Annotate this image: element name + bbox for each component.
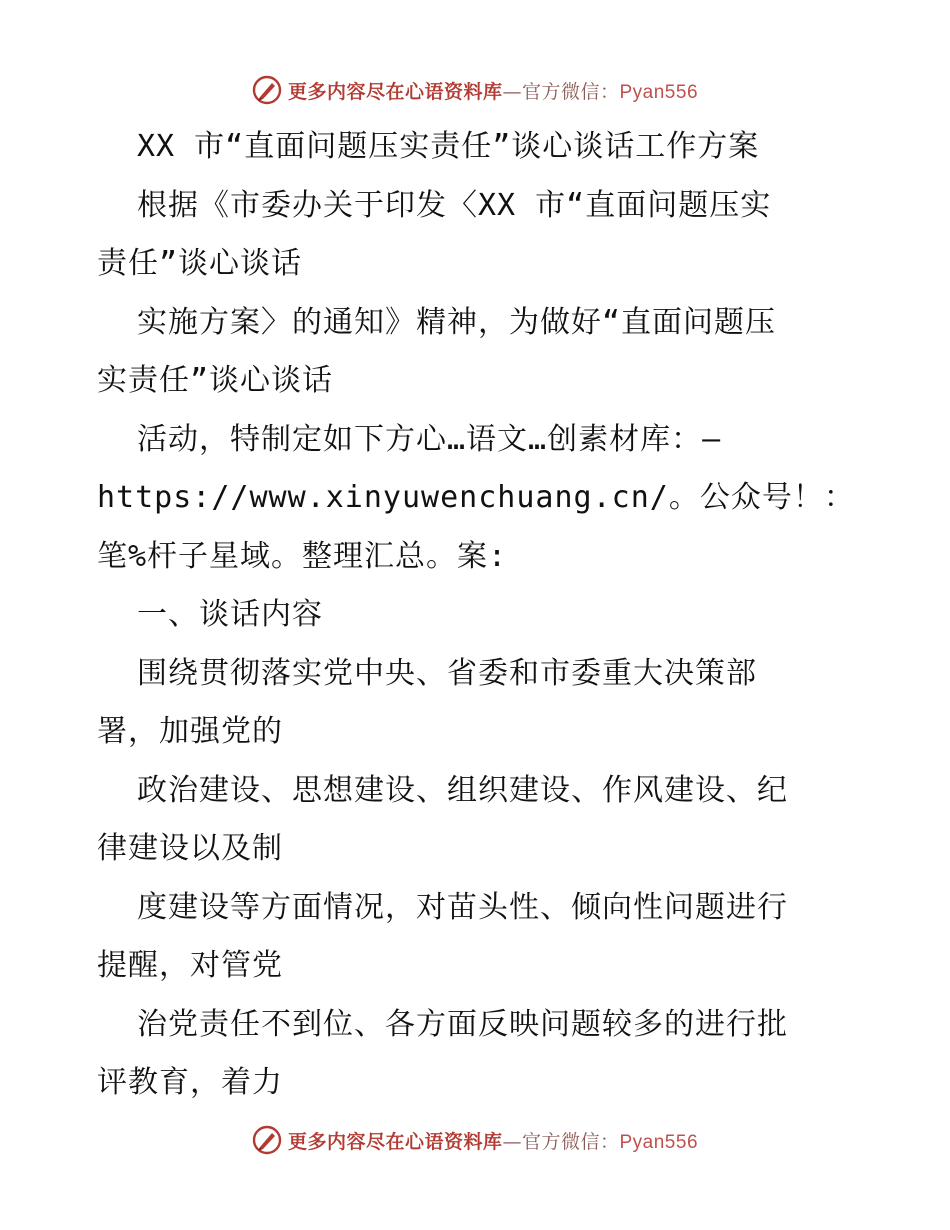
text-line: 围绕贯彻落实党中央、省委和市委重大决策部 <box>137 655 757 691</box>
text-line: 责任”谈心谈话 <box>97 246 303 281</box>
watermark-main: 更多内容尽在心语资料库 <box>287 80 503 103</box>
text-line: 活动，特制定如下方心…语文…创素材库：— <box>137 421 722 457</box>
document-body <box>97 118 857 1113</box>
pen-logo-icon <box>252 75 282 105</box>
watermark-main: 更多内容尽在心语资料库 <box>287 1130 503 1153</box>
document-title: XX 市“直面问题压实责任”谈心谈话工作方案 <box>137 129 760 164</box>
text-line: https://www.xinyuwenchuang.cn/。公众号！： <box>97 480 855 515</box>
text-line: 根据《市委办关于印发〈XX 市“直面问题压实 <box>137 187 772 223</box>
text-line: 署，加强党的 <box>97 714 283 749</box>
header-watermark-banner <box>0 70 950 110</box>
text-line: 律建设以及制 <box>97 831 283 866</box>
watermark-wechat-id: Pyan556 <box>619 81 699 103</box>
watermark-text <box>288 77 698 104</box>
text-line: 政治建设、思想建设、组织建设、作风建设、纪 <box>137 772 788 808</box>
watermark-wechat-id: Pyan556 <box>619 1131 699 1153</box>
text-line: 实施方案〉的通知》精神，为做好“直面问题压 <box>137 304 777 340</box>
text-line: 度建设等方面情况，对苗头性、倾向性问题进行 <box>137 889 788 925</box>
section-heading: 一、谈话内容 <box>137 597 323 632</box>
footer-watermark-banner <box>0 1120 950 1160</box>
text-line: 实责任”谈心谈话 <box>97 363 334 398</box>
text-line: 治党责任不到位、各方面反映问题较多的进行批 <box>137 1006 788 1042</box>
pen-logo-icon <box>252 1125 282 1155</box>
text-line: 提醒，对管党 <box>97 948 283 983</box>
text-line: 评教育，着力 <box>97 1065 283 1100</box>
text-line: 笔%杆子星域。整理汇总。案: <box>97 538 508 574</box>
watermark-text <box>288 1127 698 1154</box>
watermark-wechat-label: —官方微信： <box>502 1130 620 1153</box>
watermark-wechat-label: —官方微信： <box>502 80 620 103</box>
